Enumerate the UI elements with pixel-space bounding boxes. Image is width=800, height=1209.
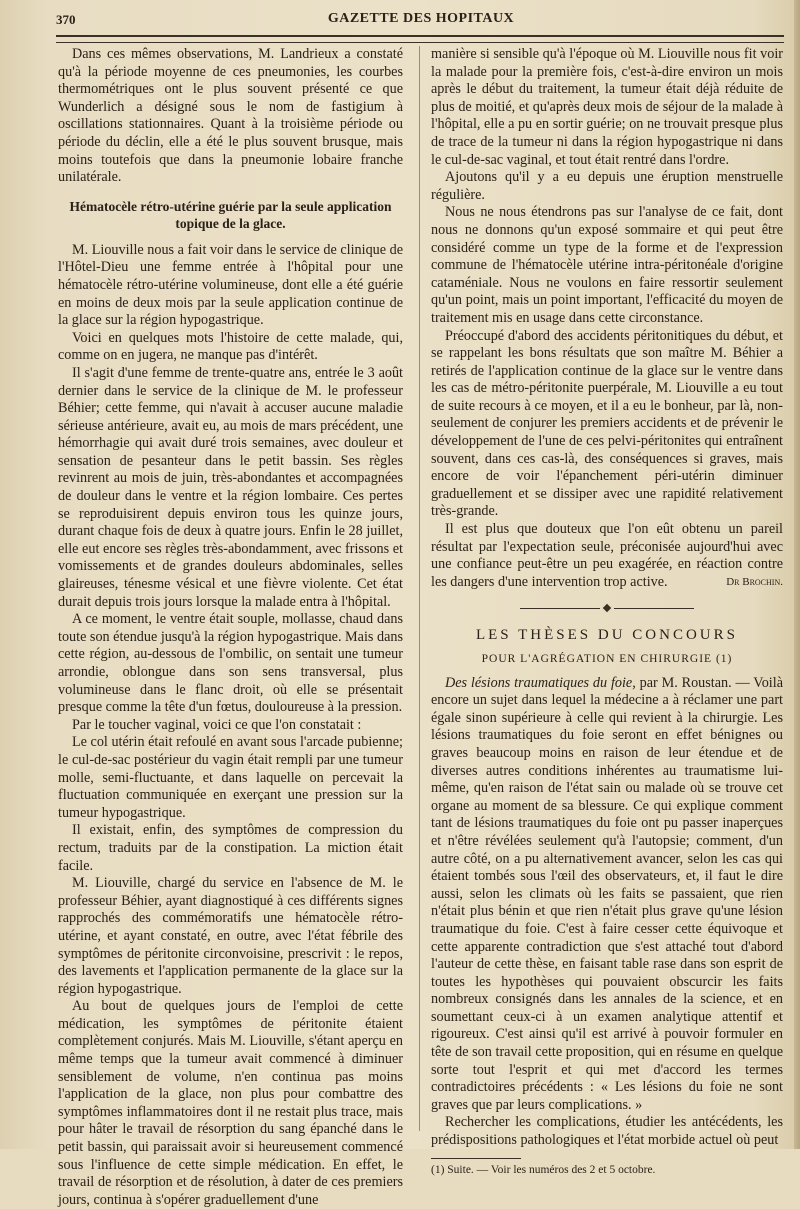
paragraph bbox=[431, 675, 783, 1115]
theses-subheading: POUR L'AGRÉGATION EN CHIRURGIE (1) bbox=[481, 653, 733, 665]
paragraph: Il existait, enfin, des symptômes de compression du rectum, traduits par de la constipation. La miction était facile. bbox=[58, 822, 403, 874]
paragraph bbox=[431, 521, 783, 591]
page-number: 370 bbox=[56, 12, 76, 27]
paragraph: Par le toucher vaginal, voici ce que l'on constatait : bbox=[72, 716, 362, 733]
right-column bbox=[431, 46, 783, 1177]
author-signature: Dr Brochin. bbox=[726, 575, 783, 588]
header-rule bbox=[56, 35, 784, 43]
paragraph: Ajoutons qu'il y a eu depuis une éruption menstruelle régulière. bbox=[431, 169, 783, 203]
paragraph: Voici en quelques mots l'histoire de cette malade, qui, comme on en jugera, ne manque pas d'intérêt. bbox=[58, 329, 403, 364]
paragraph: Il s'agit d'une femme de trente-quatre ans, entrée le 3 août dernier dans le service de la clinique de M. le professeur Béhier; cette femme, qui n'avait à accuser aucune maladie sérieuse antérieure, avait eu, au mois de mars précédent, une hémorrhagie qui avait duré trois semaines, avec douleur et sensation de pesanteur dans le petit bassin. Ses règles revinrent au mois de juin, très-abondantes et accompagnées de douleur dans le ventre et la région lombaire. Ces pertes se reproduisirent depuis environ tous les quinze jours, durant chaque fois de deux à quatre jours. Enfin le 28 juillet, elle eut encore ses règles très-abondamment, avec frissons et vomissements et de grandes douleurs abdominales, selles glaireuses, ténesme vésical et une fièvre violente. Cet état durait depuis trois jours lorsque la malade entra à l'hôpital. bbox=[58, 364, 403, 610]
ornament-diamond-icon bbox=[603, 604, 611, 612]
page-header bbox=[56, 8, 786, 30]
paragraph: Dans ces mêmes observations, M. Landrieux a constaté qu'à la période moyenne de ces pneumonies, les courbes thermométriques ont le plus souvent présenté ce que Wunderlich a désigné sous le nom de fastigium à oscillations stationnaires. Quant à la troisième période ou période du déclin, elle a été le plus souvent brusque, mais moins toutefois que dans la pneumonie lobaire franche unilatérale. bbox=[58, 46, 403, 186]
paragraph: manière si sensible qu'à l'époque où M. Liouville nous fit voir la malade pour la première fois, c'est-à-dire environ un mois après le début du traitement, la tumeur était déjà réduite de plus de moitié, et qu'après deux mois de séjour de la malade à l'hôpital, elle a pu en sortir guérie; on ne trouvait presque plus de trace de la tumeur ni dans la région hypogastrique ni dans le cul-de-sac vaginal, et tout était rentré dans l'ordre. bbox=[431, 46, 783, 168]
ornament-line bbox=[614, 608, 694, 609]
footnote-rule bbox=[431, 1158, 521, 1159]
ornament-line bbox=[520, 608, 600, 609]
paragraph: M. Liouville nous a fait voir dans le service de clinique de l'Hôtel-Dieu une femme entrée à l'hôpital pour une hématocèle rétro-utérine volumineuse, dont elle a été guérie en moins de deux mois par la seule application continue de la glace sur la région hypogastrique. bbox=[58, 241, 403, 329]
paragraph: Le col utérin était refoulé en avant sous l'arcade pubienne; le cul-de-sac postérieur du vagin était rempli par une tumeur molle, semi-fluctuante, et dans laquelle on percevait la fluctuation communiquée en exerçant une pression sur la tumeur hypogastrique. bbox=[58, 734, 403, 821]
paragraph: Rechercher les complications, étudier les antécédents, les prédispositions pathologiques et l'état morbide actuel où peut bbox=[431, 1114, 783, 1149]
paragraph-text: par M. Roustan. — Voilà encore un sujet dans lequel la médecine a à réclamer une part égale sinon supérieure à celle qui revient à la chirurgie. Les lésions traumatiques du foie seront en effet bénignes ou graves beaucoup moins en raison de leur étendue et de diverses autres conditions inhérentes au traumatisme lui-même, qu'en raison de l'état sain ou malade où se trouve cet organe au moment de sa blessure. Ce qui explique comment tant de lésions traumatiques du foie ont pu passer inaperçues et n'être révélées seulement qu'à l'autopsie; comment, d'un autre côté, on a pu alternativement avancer, selon les cas qui étaient tombés sous l'œil des observateurs, et, il faut le dire aussi, selon les climats où les faits se passaient, que rien n'était plus bénin et que rien n'était plus grave qu'une lésion traumatique du foie. C'est à faire cesser cette équivoque et cette apparente contradiction que s'est attaché tout d'abord l'auteur de cette thèse, en faisant table rase dans son esprit de toutes les hypothèses qui pouvaient obscurcir les faits nombreux consignés dans les annales de la science, et en soumettant ceux-ci à un examen analytique attentif et rigoureux. C'est ainsi qu'il est arrivé à pouvoir formuler en tête de son travail cette proposition, qui en résume en quelque sorte tout l'esprit et qui met d'accord les termes contradictoires précédents : « Les lésions du foie ne sont graves que par leurs complications. » bbox=[431, 674, 783, 1113]
journal-title: GAZETTE DES HOPITAUX bbox=[327, 11, 515, 26]
paragraph: A ce moment, le ventre était souple, mollasse, chaud dans toute son étendue jusqu'à la région hypogastrique. Mais dans cette région, au-dessous de l'ombilic, on sentait une tumeur arrondie, oblongue dans son sens transversal, plus volumineuse dans le flanc droit, où elle se présentait presque comme la tête d'un fœtus, douloureuse à la pression. bbox=[58, 611, 403, 716]
paragraph: Au bout de quelques jours de l'emploi de cette médication, les symptômes de péritonite étaient complètement conjurés. Mais M. Liouville, s'étant aperçu en même temps que la tumeur avait commencé à diminuer sensiblement de volume, n'en continua pas moins l'application de la glace, non plus pour combattre des symptômes inflammatoires dont il ne restait plus trace, mais pour hâter le travail de résorption du sang épanché dans le petit bassin, qui paraissait avoir si heureusement commencé sous l'influence de cette simple médication. En effet, le travail de résorption et de résolution, à dater de ces premiers jours, continua à s'opérer graduellement d'une bbox=[58, 998, 403, 1208]
section-title: Hématocèle rétro-utérine guérie par la seule application topique de la glace. bbox=[69, 198, 392, 231]
column-divider bbox=[419, 46, 420, 1131]
left-column bbox=[58, 46, 403, 1209]
thesis-title: Des lésions traumatiques du foie, bbox=[445, 674, 636, 691]
paper-edge bbox=[794, 0, 800, 1149]
paragraph: Nous ne nous étendrons pas sur l'analyse de ce fait, dont nous ne donnons qu'un exposé sommaire et qui peut être considéré comme un type de la forme et de l'expression commune de l'hématocèle utérine intra-péritonéale d'origine cataméniale. Nous ne voulons en faire ressortir seulement qu'un point, mais un point important, l'efficacité du moyen de traitement mis en usage dans cette circonstance. bbox=[431, 204, 783, 326]
footnote: (1) Suite. — Voir les numéros des 2 et 5 octobre. bbox=[431, 1163, 656, 1176]
paragraph: Préoccupé d'abord des accidents péritonitiques du début, et se rappelant les bons résultats que son maître M. Béhier a retirés de l'application continue de la glace sur le ventre dans les cas de métro-péritonite puerpérale, M. Liouville a eu tout de suite recours à ce moyen, et il a eu le bonheur, par là, non-seulement de conjurer les premiers accidents et de prévenir le développement de l'une de ces pelvi-péritonites qui entraînent souvent, dans ces cas-là, des conséquences si graves, mais encore de voir l'épanchement péri-utérin diminuer graduellement et se dissiper avec une rapidité relativement très-grande. bbox=[431, 327, 783, 520]
paragraph-text: Il est plus que douteux que l'on eût obtenu un pareil résultat par l'expectation seule, préconisée aujourd'hui avec une confiance peut-être un peu exagérée, en réaction contre les dangers d'une intervention trop active. bbox=[431, 521, 783, 590]
section-ornament bbox=[431, 599, 783, 617]
paragraph: M. Liouville, chargé du service en l'absence de M. le professeur Béhier, ayant diagnostiqué à ces différents signes rapprochés des commémoratifs une hématocèle rétro-utérine, et ayant constaté, en outre, avec l'état fébrile des symptômes de péritonite circonvoisine, prescrivit : le repos, des lavements et l'application permanente de la glace sur la région hypogastrique. bbox=[58, 875, 403, 997]
theses-heading: LES THÈSES DU CONCOURS bbox=[475, 627, 738, 644]
